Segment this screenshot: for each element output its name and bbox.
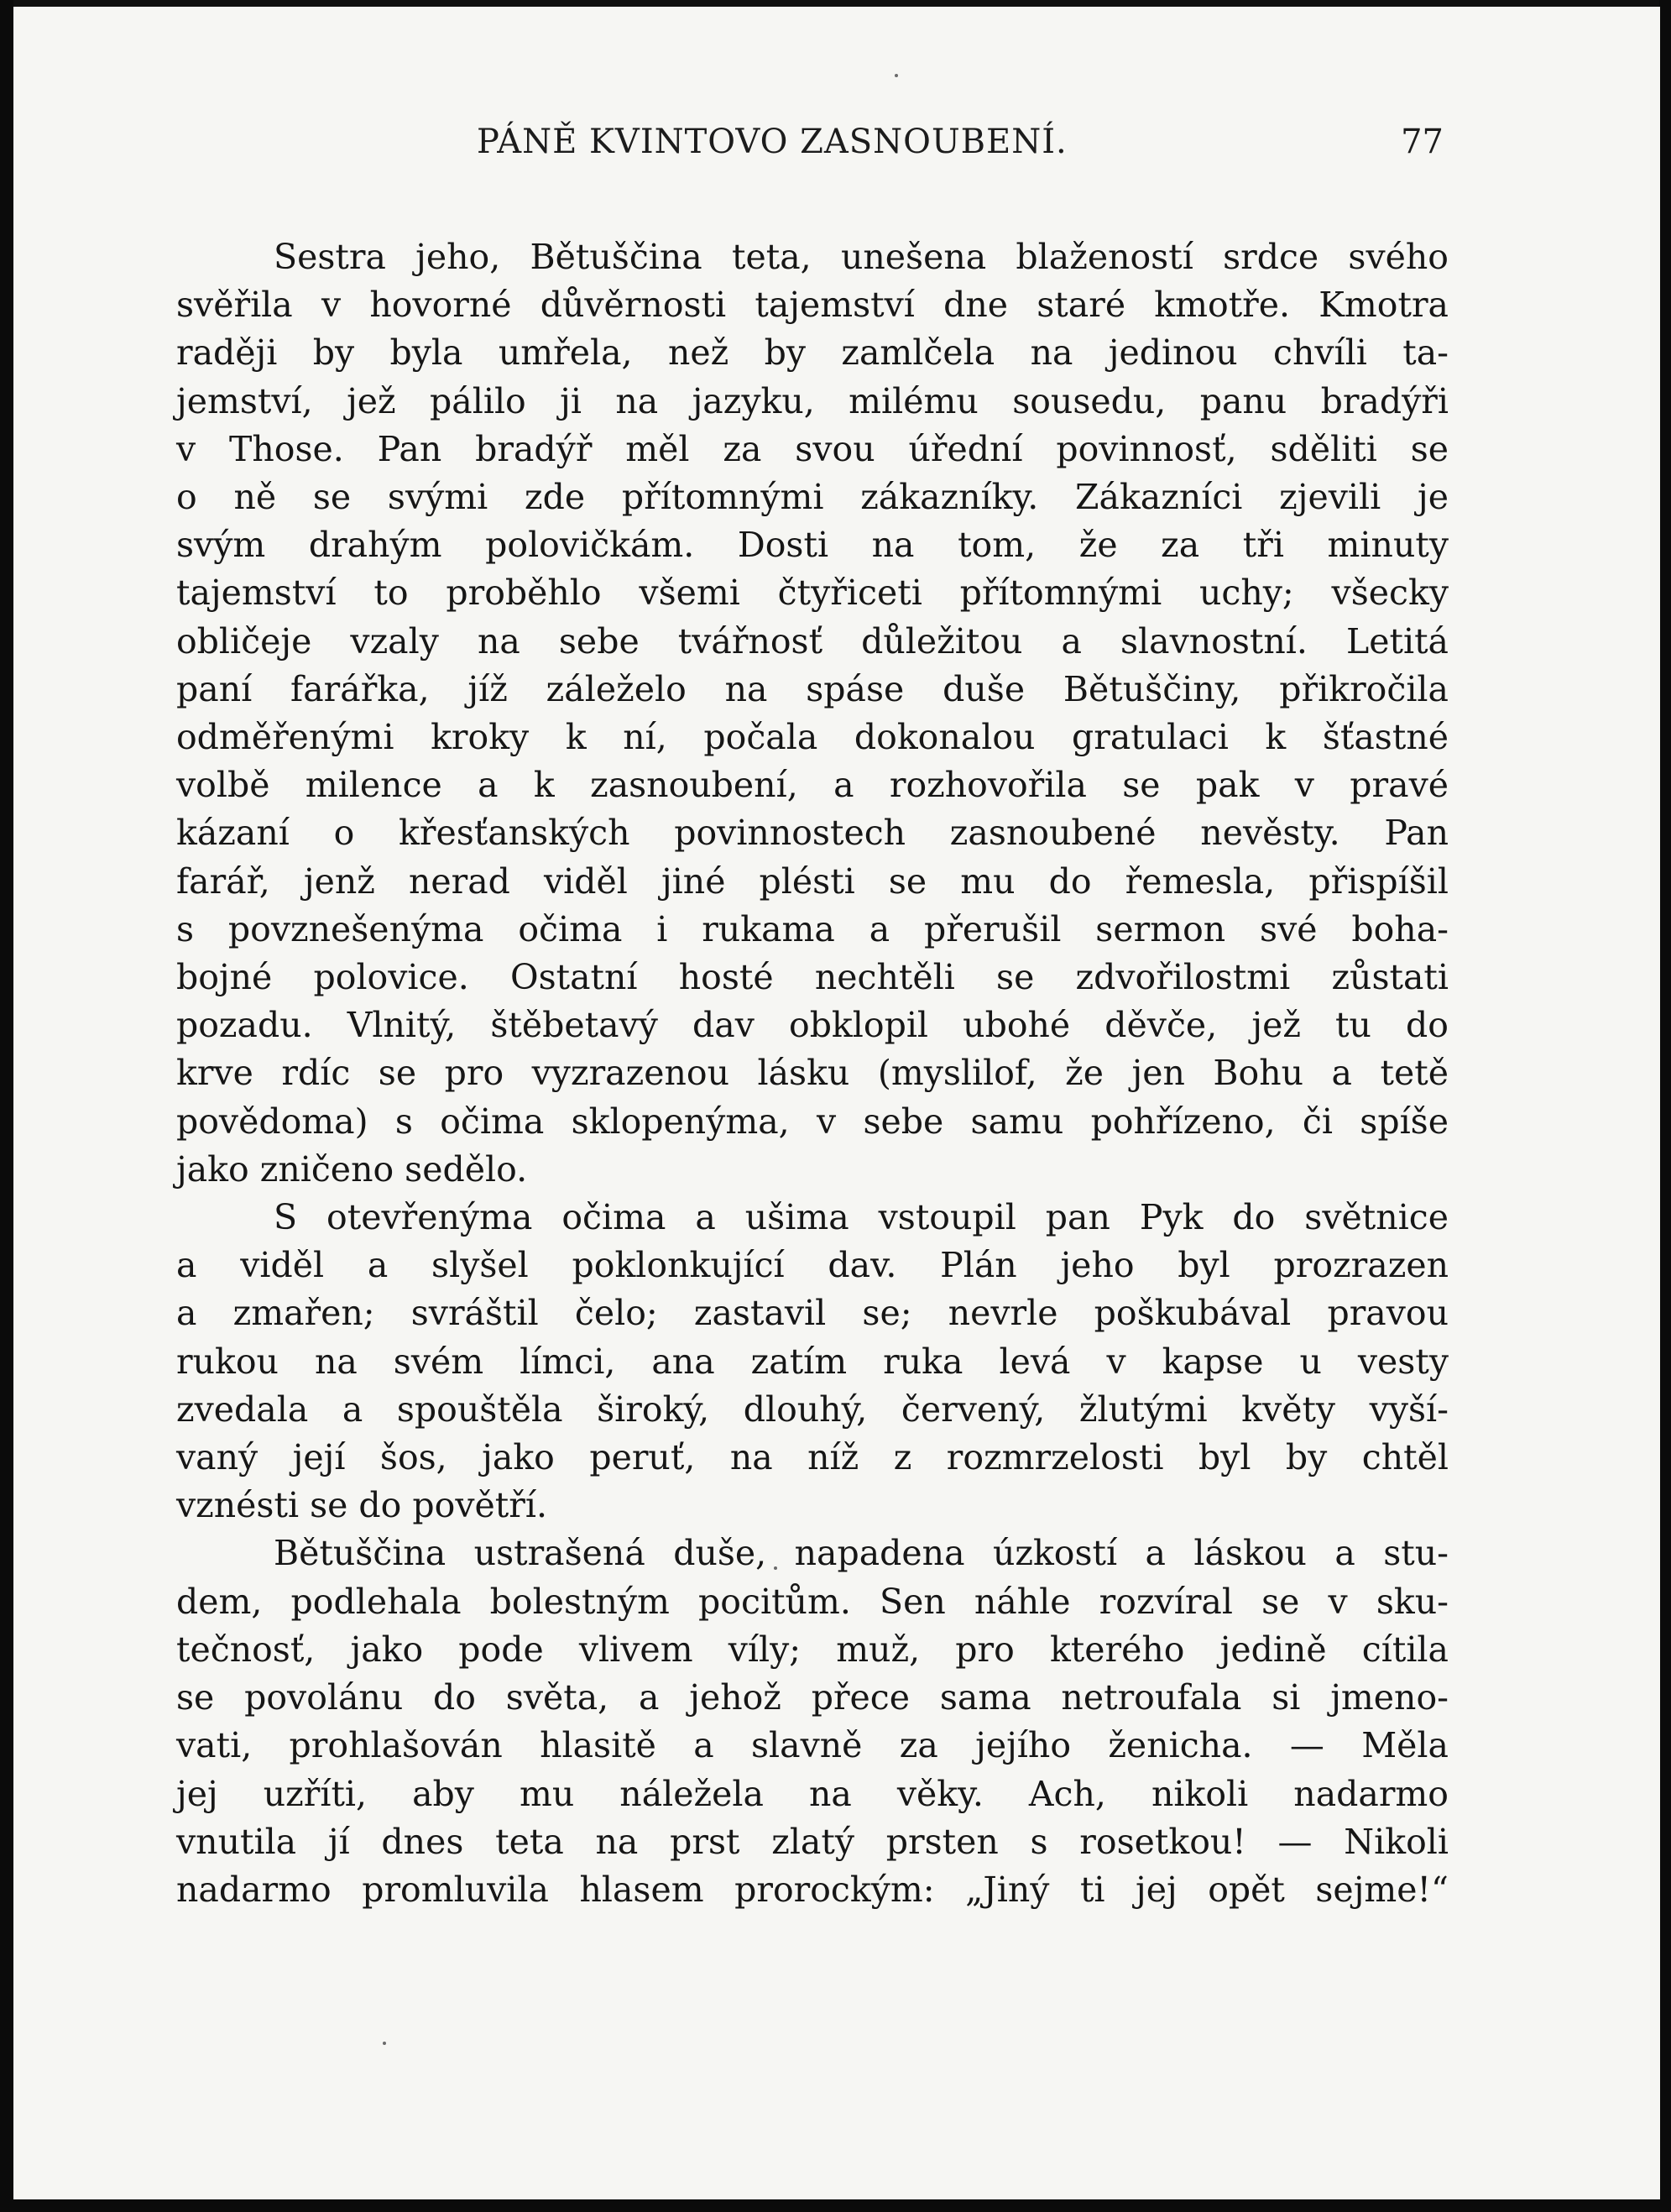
text-line: obličeje vzaly na sebe tvářnosť důležitou a slavnostní. Letitá <box>176 620 1449 662</box>
text-line: tajemství to proběhlo všemi čtyřiceti přítomnými uchy; všecky <box>176 573 1449 614</box>
text-line: raději by byla umřela, než by zamlčela na jedinou chvíli ta- <box>176 332 1449 374</box>
text-line: S otevřenýma očima a ušima vstoupil pan Pyk do světnice <box>274 1197 1449 1238</box>
running-head <box>168 123 1444 181</box>
text-line: Bětuščina ustrašená duše, napadena úzkostí a láskou a stu- <box>274 1533 1449 1574</box>
text-line: jemství, jež pálilo ji na jazyku, milému sousedu, panu bradýři <box>176 380 1449 421</box>
text-line: vati, prohlašován hlasitě a slavně za jejího ženicha. — Měla <box>176 1725 1449 1766</box>
scan-border-right <box>1659 0 1671 2212</box>
text-line: krve rdíc se pro vyzrazenou lásku (myslilof, že jen Bohu a tetě <box>176 1053 1449 1094</box>
text-line: vznésti se do povětří. <box>176 1485 547 1526</box>
text-line: a zmařen; svráštil čelo; zastavil se; nevrle poškubával pravou <box>176 1293 1449 1334</box>
text-line: dem, podlehala bolestným pocitům. Sen náhle rozvíral se v sku- <box>176 1581 1449 1622</box>
scan-speck <box>895 74 898 77</box>
text-line: svým drahým polovičkám. Dosti na tom, že za tři minuty <box>176 525 1449 566</box>
paragraph <box>176 1530 1449 1914</box>
text-line: farář, jenž nerad viděl jiné plésti se mu do řemesla, přispíšil <box>176 860 1449 902</box>
text-line: tečnosť, jako pode vlivem víly; muž, pro kterého jedině cítila <box>176 1629 1449 1670</box>
text-line: vnutila jí dnes teta na prst zlatý prsten s rosetkou! — Nikoli <box>176 1821 1449 1862</box>
text-line: jako zničeno sedělo. <box>176 1148 528 1190</box>
text-line: bojné polovice. Ostatní hosté nechtěli se zdvořilostmi zůstati <box>176 957 1449 998</box>
text-line: vaný její šos, jako peruť, na níž z rozmrzelosti byl by chtěl <box>176 1437 1449 1478</box>
paragraph <box>176 233 1449 1194</box>
body-text <box>176 233 1449 1914</box>
text-line: svěřila v hovorné důvěrnosti tajemství dne staré kmotře. Kmotra <box>176 285 1449 326</box>
scan-border-left <box>0 0 13 2212</box>
text-line: jej uzříti, aby mu náležela na věky. Ach, nikoli nadarmo <box>176 1773 1449 1814</box>
text-line: rukou na svém límci, ana zatím ruka levá v kapse u vesty <box>176 1341 1449 1382</box>
text-line: nadarmo promluvila hlasem prorockým: „Jiný ti jej opět sejme!“ <box>176 1869 1449 1910</box>
scan-speck <box>383 2042 386 2045</box>
text-line: pozadu. Vlnitý, štěbetavý dav obklopil ubohé děvče, jež tu do <box>176 1005 1449 1046</box>
text-line: s povznešenýma očima i rukama a přerušil sermon své boha- <box>176 908 1449 949</box>
text-line: kázaní o křesťanských povinnostech zasnoubené nevěsty. Pan <box>176 813 1449 854</box>
text-line: paní farářka, jíž záleželo na spáse duše Bětuščiny, přikročila <box>176 668 1449 709</box>
text-line: Sestra jeho, Bětuščina teta, unešena blažeností srdce svého <box>274 237 1449 277</box>
book-page <box>13 7 1660 2199</box>
text-line: povědoma) s očima sklopenýma, v sebe samu pohřízeno, či spíše <box>176 1101 1449 1142</box>
text-line: odměřenými kroky k ní, počala dokonalou gratulaci k šťastné <box>176 717 1449 758</box>
text-line: volbě milence a k zasnoubení, a rozhovořila se pak v pravé <box>176 765 1449 806</box>
paragraph <box>176 1194 1449 1530</box>
text-line: o ně se svými zde přítomnými zákazníky. Zákazníci zjevili je <box>176 477 1449 518</box>
running-title: PÁNĚ KVINTOVO ZASNOUBENÍ. <box>477 123 1068 161</box>
text-line: a viděl a slyšel poklonkující dav. Plán jeho byl prozrazen <box>176 1245 1449 1286</box>
page-number: 77 <box>1401 123 1444 161</box>
text-line: se povolánu do světa, a jehož přece sama netroufala si jmeno- <box>176 1677 1449 1718</box>
text-line: zvedala a spouštěla široký, dlouhý, červený, žlutými květy vyší- <box>176 1388 1449 1430</box>
text-line: v Those. Pan bradýř měl za svou úřední povinnosť, sděliti se <box>176 428 1449 469</box>
